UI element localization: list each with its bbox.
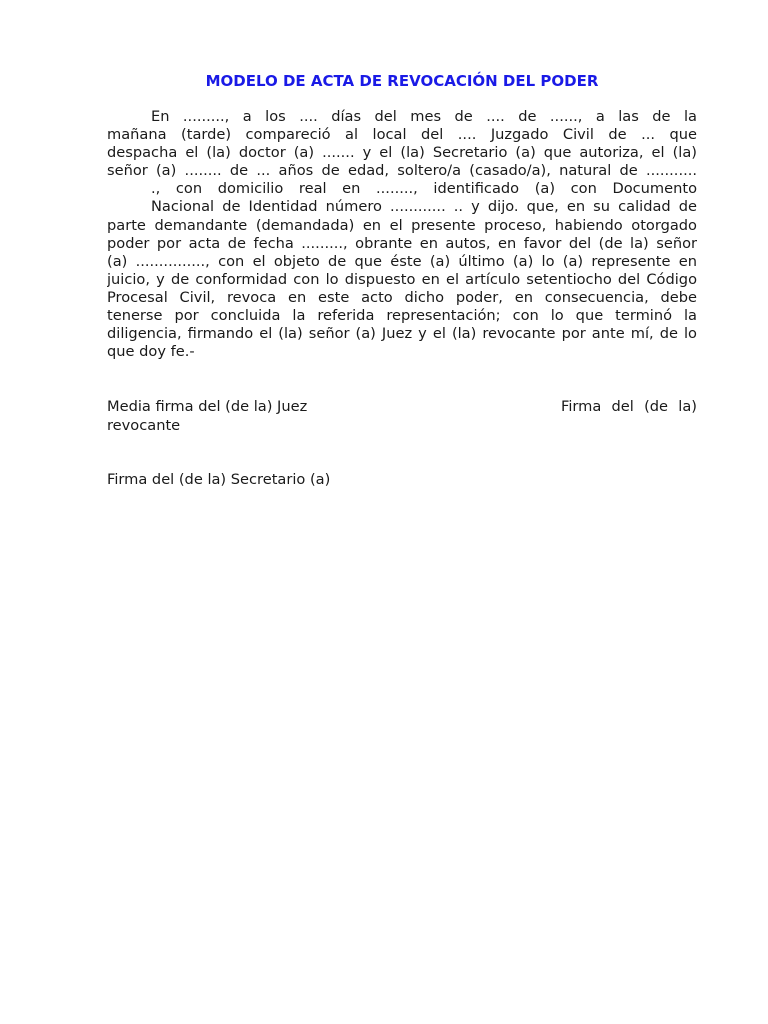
body-line: (a) ..............., con el objeto de que éste (a) último (a) lo (a) represente en [107, 252, 697, 270]
body-line: que doy fe.- [107, 343, 195, 361]
secretary-signature-label: Firma del (de la) Secretario (a) [107, 471, 331, 488]
body-line: tenerse por concluida la referida representación; con lo que terminó la [107, 307, 697, 325]
right-signature-label: Firma del (de la) [561, 398, 697, 415]
revocant-signature-label: revocante [107, 417, 181, 434]
body-line: parte demandante (demandada) en el presente proceso, habiendo otorgado [107, 216, 697, 234]
body-line: poder por acta de fecha ........., obrante en autos, en favor del (de la) señor [107, 234, 697, 252]
body-line: juicio, y de conformidad con lo dispuesto en el artículo setentiocho del Código [107, 270, 697, 288]
body-line: mañana (tarde) compareció al local del .... Juzgado Civil de ... que [107, 126, 697, 144]
body-line: Procesal Civil, revoca en este acto dicho poder, en consecuencia, debe [107, 288, 697, 306]
document-title: MODELO DE ACTA DE REVOCACIÓN DEL PODER [205, 72, 599, 90]
body-line: señor (a) ........ de ... años de edad, soltero/a (casado/a), natural de ........... [107, 162, 697, 180]
body-line: despacha el (la) doctor (a) ....... y el (la) Secretario (a) que autoriza, el (la) [107, 144, 697, 162]
judge-signature-label: Media firma del (de la) Juez [107, 398, 308, 415]
body-line: En ........., a los .... días del mes de .... de ......, a las de la [151, 108, 697, 125]
document-body [107, 108, 697, 361]
body-line: ., con domicilio real en ........, identificado (a) con Documento [151, 180, 697, 198]
body-line: diligencia, firmando el (la) señor (a) Juez y el (la) revocante por ante mí, de lo [107, 325, 697, 343]
body-line: Nacional de Identidad número ............ .. y dijo. que, en su calidad de [151, 198, 697, 216]
